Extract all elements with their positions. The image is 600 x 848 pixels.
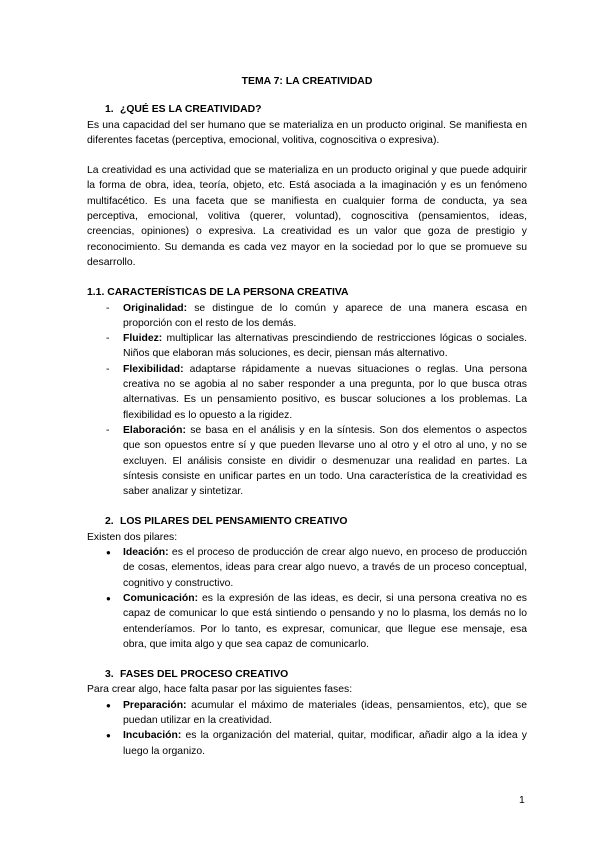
section-3-intro: Para crear algo, hace falta pasar por las siguientes fases: (87, 684, 353, 696)
item-term: Originalidad: (123, 302, 188, 314)
item-text: es la organización del material, quitar, modificar, añadir algo a la idea y luego la organizo. (123, 730, 527, 757)
item-term: Elaboración: (123, 424, 186, 436)
section-3-title: FASES DEL PROCESO CREATIVO (120, 669, 289, 681)
item-text: es la expresión de las ideas, es decir, si una persona creativa no es capaz de comunicar lo que está sintiendo o pensando y no lo plasma, los demás no lo entenderíamos. Por lo tanto, es expresar, comunicar, que llegue ese mensaje, esa obra, que imita algo y que sea capaz de comunicarlo. (123, 592, 527, 650)
characteristics-list (87, 301, 527, 500)
bullet-dot-icon: ● (106, 731, 111, 741)
item-term: Comunicación: (123, 592, 199, 604)
list-item (87, 423, 527, 499)
page-number: 1 (519, 795, 525, 806)
section-2-number: 2. (105, 516, 114, 528)
section-2-title: LOS PILARES DEL PENSAMIENTO CREATIVO (120, 516, 348, 528)
list-item (87, 331, 527, 362)
bullet-dash-icon: - (106, 363, 110, 375)
section-2-intro: Existen dos pilares: (87, 531, 178, 543)
list-item (87, 362, 527, 423)
bullet-dot-icon: ● (106, 548, 111, 558)
document-title: TEMA 7: LA CREATIVIDAD (241, 76, 373, 87)
item-term: Flexibilidad: (123, 363, 184, 375)
item-text: adaptarse rápidamente a nuevas situaciones o reglas. Una persona creativa no se agobia al no saber responder a una pregunta, por lo que busca otras alternativas. Es un pensamiento positivo, es buscar soluciones a los problemas. La flexibilidad es lo opuesto a la rigidez. (123, 363, 527, 421)
item-term: Ideación: (123, 547, 169, 559)
bullet-dot-icon: ● (106, 700, 111, 710)
list-item (87, 301, 527, 332)
list-item (87, 545, 527, 591)
bullet-dot-icon: ● (106, 593, 111, 603)
section-2-heading (87, 514, 527, 529)
bullet-dash-icon: - (106, 333, 110, 345)
section-3-number: 3. (105, 669, 114, 681)
section-1-title: ¿QUÉ ES LA CREATIVIDAD? (120, 104, 262, 116)
section-1-paragraph-2: La creatividad es una actividad que se materializa en un producto original y que puede adquirir la forma de obra, idea, teoría, objeto, etc. Está asociada a la imaginación y es un fenómeno multifacético. Es una faceta que se manifiesta en cualquier forma de conducta, ya sea perceptiva, emocional, volitiva (querer, voluntad), cognoscitiva (pensamientos, ideas, creencias, opiniones) o expresiva. La creatividad es un valor que goza de prestigio y reconocimiento. Su demanda es cada vez mayor en la sociedad por lo que se promueve su desarrollo. (87, 165, 527, 268)
item-text: acumular el máximo de materiales (ideas, pensamientos, etc), que se puedan utilizar en la creatividad. (123, 699, 527, 726)
item-text: se distingue de lo común y aparece de una manera escasa en proporción con el resto de los demás. (123, 302, 527, 329)
page-content (87, 74, 527, 759)
bullet-dash-icon: - (106, 424, 110, 436)
item-text: se basa en el análisis y en la síntesis. Son dos elementos o aspectos que son opuestos entre sí y que pueden llevarse uno al otro y el otro al uno, y no se excluyen. El análisis consiste en dividir o desmenuzar una realidad en partes. La síntesis consiste en unificar partes en un todo. Una característica de la creatividad es saber analizar y sintetizar. (123, 424, 527, 498)
section-1-1-heading: 1.1. CARACTERÍSTICAS DE LA PERSONA CREATIVA (87, 287, 349, 299)
item-term: Incubación: (123, 730, 182, 742)
list-item (87, 591, 527, 652)
list-item (87, 698, 527, 729)
item-text: multiplicar las alternativas prescindiendo de restricciones lógicas o sociales. Niños que elaboran más soluciones, es decir, piensan más alternativo. (123, 333, 527, 360)
section-1-number: 1. (105, 104, 114, 116)
pillars-list (87, 545, 527, 652)
item-text: es el proceso de producción de crear algo nuevo, en proceso de producción de cosas, elementos, ideas para crear algo nuevo, a través de un proceso conceptual, cognitivo y constructivo. (123, 547, 527, 589)
list-item (87, 728, 527, 759)
item-term: Preparación: (123, 699, 187, 711)
bullet-dash-icon: - (106, 302, 110, 314)
section-3-heading (87, 667, 527, 682)
section-1-heading (87, 102, 527, 117)
item-term: Fluidez: (123, 333, 163, 345)
section-1-paragraph-1: Es una capacidad del ser humano que se materializa en un producto original. Se manifiesta en diferentes facetas (perceptiva, emocional, volitiva, cognoscitiva o expresiva). (87, 119, 527, 146)
phases-list (87, 698, 527, 759)
